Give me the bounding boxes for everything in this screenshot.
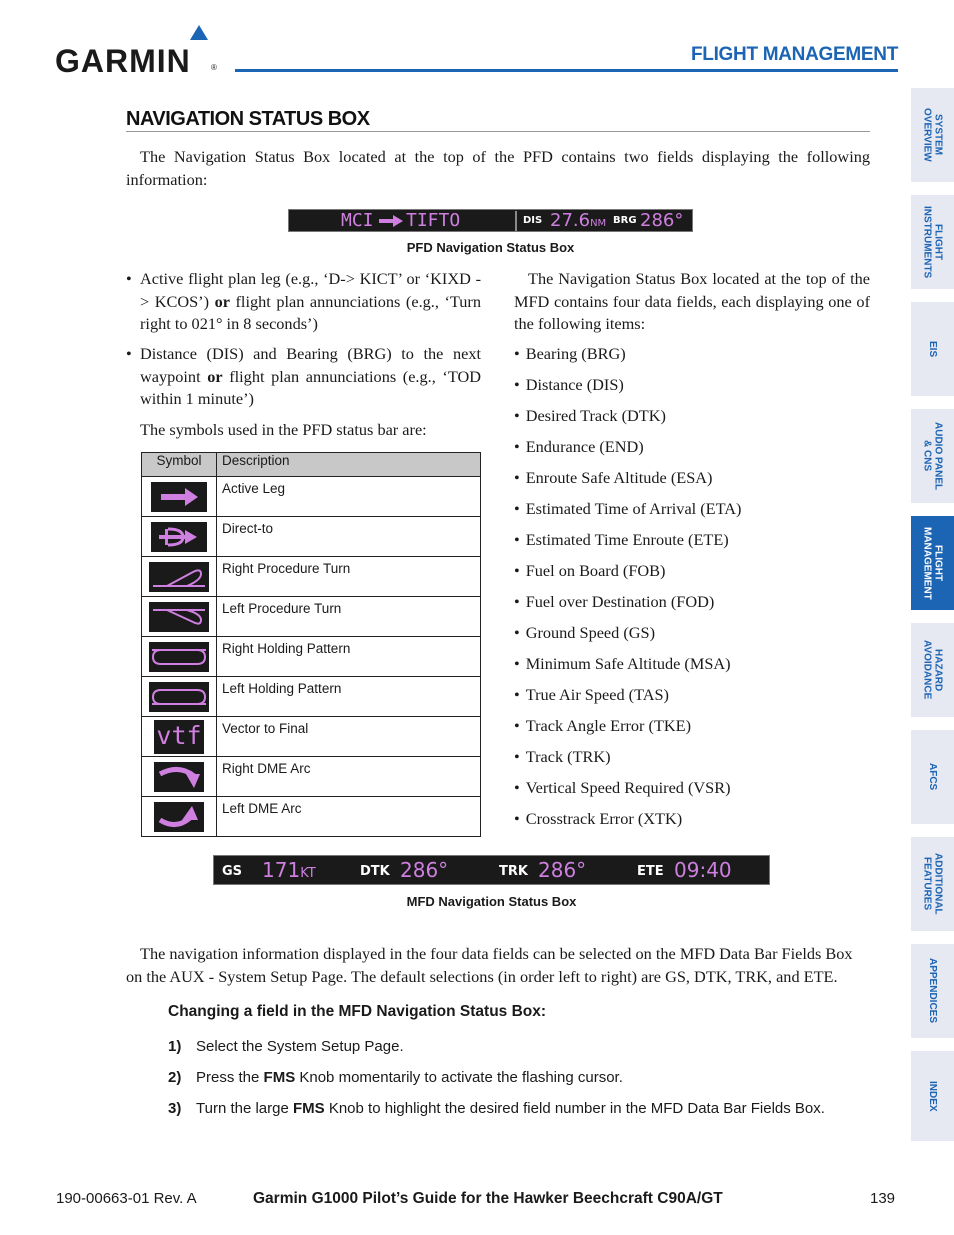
pfd-leg-from: MCI — [341, 210, 374, 231]
list-item-text: Endurance (END) — [525, 437, 644, 456]
bullet-dot: • — [514, 685, 520, 704]
description-cell: Direct-to — [217, 517, 481, 557]
dis-number: 27.6 — [550, 210, 591, 231]
table-row — [142, 517, 481, 557]
right-holding-pattern-icon — [149, 642, 209, 672]
step-text — [196, 1069, 623, 1086]
list-item-text: Enroute Safe Altitude (ESA) — [525, 468, 713, 487]
bullet-dot: • — [514, 592, 520, 611]
list-item — [514, 622, 655, 645]
pfd-caption: PFD Navigation Status Box — [406, 240, 575, 255]
tab-label: FLIGHT MANAGEMENT — [921, 526, 944, 600]
left-dme-arc-icon — [154, 802, 204, 832]
symbol-cell — [142, 597, 217, 637]
description-cell: Vector to Final — [217, 717, 481, 757]
list-item-text: Ground Speed (GS) — [525, 623, 656, 642]
step-text-bold: FMS — [263, 1069, 296, 1086]
description-cell: Left DME Arc — [217, 797, 481, 837]
bullet-text — [140, 343, 481, 411]
left-procedure-turn-icon — [149, 602, 209, 632]
tab-appendices[interactable] — [911, 944, 954, 1038]
heading-rule — [126, 131, 870, 132]
footer-page-number: 139 — [870, 1190, 896, 1207]
list-item-text: Track (TRK) — [525, 747, 611, 766]
mfd-caption: MFD Navigation Status Box — [406, 894, 577, 909]
list-item — [514, 715, 691, 738]
bullet-text-pre: Distance (DIS) and Bearing (BRG) to the next waypoint — [140, 344, 481, 386]
bullet-dot: • — [126, 269, 132, 288]
symbol-cell — [142, 477, 217, 517]
list-item — [514, 467, 712, 490]
table-row — [142, 797, 481, 837]
bullet-dot: • — [514, 778, 520, 797]
list-item-text: Desired Track (DTK) — [525, 406, 666, 425]
list-item-text: Fuel over Destination (FOD) — [525, 592, 715, 611]
list-item — [514, 746, 611, 769]
vector-to-final-icon — [154, 720, 204, 754]
pfd-leg-to: TIFTO — [406, 210, 461, 231]
list-item — [514, 560, 665, 583]
bullet-text-bold: or — [214, 291, 230, 311]
step-text — [196, 1038, 404, 1055]
symbol-cell — [142, 517, 217, 557]
step-number: 1) — [168, 1038, 182, 1055]
tab-label: FLIGHT INSTRUMENTS — [921, 205, 944, 279]
symbol-cell — [142, 717, 217, 757]
tab-label: HAZARD AVOIDANCE — [921, 640, 944, 700]
vtf-text: vtf — [156, 720, 202, 750]
list-item — [514, 653, 731, 676]
pfd-divider — [515, 211, 517, 231]
section-heading: NAVIGATION STATUS BOX — [126, 108, 370, 130]
gs-unit: KT — [300, 866, 316, 881]
bullet-dot: • — [514, 716, 520, 735]
mfd-gs-label: GS — [222, 864, 243, 879]
bullet-text — [140, 268, 481, 336]
bullet-dot: • — [514, 530, 520, 549]
pfd-navigation-status-box — [288, 209, 693, 232]
symbol-cell — [142, 637, 217, 677]
gs-number: 171 — [262, 858, 301, 882]
description-cell: Right Holding Pattern — [217, 637, 481, 677]
bullet-text-bold: or — [207, 366, 223, 386]
list-item-text: Bearing (BRG) — [525, 344, 626, 363]
list-item-text: True Air Speed (TAS) — [525, 685, 669, 704]
list-item — [514, 529, 729, 552]
list-item-text: Estimated Time of Arrival (ETA) — [525, 499, 742, 518]
step-text-post: Knob momentarily to activate the flashing cursor. — [295, 1069, 623, 1086]
tab-additional-features[interactable] — [911, 837, 954, 931]
tab-afcs[interactable] — [911, 730, 954, 824]
step-number: 3) — [168, 1100, 182, 1117]
list-item — [514, 498, 741, 521]
list-item — [514, 808, 682, 831]
symbol-cell — [142, 757, 217, 797]
bullet-dot: • — [514, 406, 520, 425]
bullet-text-post: flight plan annunciations (e.g., ‘TOD within 1 minute’) — [140, 366, 481, 408]
table-row — [142, 717, 481, 757]
table-header-row — [142, 453, 481, 477]
table-row — [142, 637, 481, 677]
tab-system-overview[interactable] — [911, 88, 954, 182]
tab-label: AUDIO PANEL & CNS — [921, 421, 944, 491]
garmin-logo — [55, 25, 220, 79]
mfd-trk-value: 286° — [538, 858, 587, 882]
bullet-dot: • — [514, 654, 520, 673]
mfd-ete-label: ETE — [637, 864, 664, 879]
bullet-dot: • — [514, 468, 520, 487]
list-item-text: Crosstrack Error (XTK) — [525, 809, 683, 828]
list-item — [126, 343, 481, 411]
tab-eis[interactable] — [911, 302, 954, 396]
list-item — [514, 591, 714, 614]
tab-audio-panel-cns[interactable] — [911, 409, 954, 503]
table-header-symbol: Symbol — [142, 453, 217, 477]
intro-paragraph: The Navigation Status Box located at the top of the PFD contains two fields displaying the following information: — [126, 147, 870, 189]
description-cell: Left Holding Pattern — [217, 677, 481, 717]
active-leg-icon — [151, 482, 207, 512]
table-row — [142, 757, 481, 797]
symbol-cell — [142, 557, 217, 597]
list-item — [514, 436, 644, 459]
left-holding-pattern-icon — [149, 682, 209, 712]
bullet-dot: • — [514, 623, 520, 642]
direct-to-icon — [151, 522, 207, 552]
symbol-cell — [142, 677, 217, 717]
table-row — [142, 477, 481, 517]
registered-mark: ® — [211, 63, 217, 72]
list-item — [514, 777, 731, 800]
description-cell: Active Leg — [217, 477, 481, 517]
symbol-table — [141, 452, 481, 837]
step-text-pre: Turn the large — [196, 1100, 293, 1117]
list-item-text: Estimated Time Enroute (ETE) — [525, 530, 729, 549]
tab-label: ADDITIONAL FEATURES — [921, 853, 944, 915]
step-number: 2) — [168, 1069, 182, 1086]
footer-doc-number: 190-00663-01 Rev. A — [56, 1190, 197, 1207]
list-item — [514, 374, 624, 397]
step-text-bold: FMS — [293, 1100, 325, 1117]
bullet-dot: • — [514, 809, 520, 828]
tab-index[interactable] — [911, 1051, 954, 1141]
tab-hazard-avoidance[interactable] — [911, 623, 954, 717]
tab-flight-instruments[interactable] — [911, 195, 954, 289]
tab-label: APPENDICES — [927, 958, 938, 1024]
mfd-ete-value: 09:40 — [674, 858, 732, 882]
mfd-dtk-value: 286° — [400, 858, 449, 882]
list-item — [126, 268, 481, 336]
tab-label: SYSTEM OVERVIEW — [921, 108, 944, 162]
step-text-post: Knob to highlight the desired field number in the MFD Data Bar Fields Box. — [324, 1100, 825, 1117]
table-row — [142, 677, 481, 717]
mfd-dtk-label: DTK — [360, 864, 390, 879]
tab-label: EIS — [927, 340, 938, 358]
selection-paragraph: The navigation information displayed in the four data fields can be selected on the MFD Data Bar Fields Box on the AUX - System Setup Page. The default selections (in order left to right) are GS, DTK, TRK, and ETE. — [126, 944, 853, 986]
bullet-dot: • — [514, 375, 520, 394]
description-cell: Right DME Arc — [217, 757, 481, 797]
dis-unit: NM — [590, 218, 607, 229]
bullet-text-pre: Active flight plan leg (e.g., ‘D-> KICT’ or ‘KIXD - > KCOS’) — [140, 269, 481, 311]
header-rule — [235, 69, 898, 72]
list-item-text: Track Angle Error (TKE) — [525, 716, 692, 735]
mfd-navigation-status-box — [213, 855, 770, 885]
section-title: FLIGHT MANAGEMENT — [690, 44, 898, 65]
step-text-pre: Press the — [196, 1069, 264, 1086]
right-procedure-turn-icon — [149, 562, 209, 592]
symbol-cell — [142, 797, 217, 837]
pfd-brg-value: 286° — [640, 210, 684, 231]
list-item — [514, 684, 669, 707]
symbols-intro: The symbols used in the PFD status bar are: — [140, 420, 427, 439]
tab-flight-management[interactable] — [911, 516, 954, 610]
tab-label: AFCS — [927, 763, 938, 791]
right-dme-arc-icon — [154, 762, 204, 792]
footer-title: Garmin G1000 Pilot’s Guide for the Hawker Beechcraft C90A/GT — [253, 1190, 723, 1207]
bullet-dot: • — [514, 499, 520, 518]
logo-triangle-icon — [190, 25, 208, 40]
list-item-text: Minimum Safe Altitude (MSA) — [525, 654, 731, 673]
list-item-text: Fuel on Board (FOB) — [525, 561, 666, 580]
step-text — [196, 1100, 825, 1117]
bullet-dot: • — [514, 344, 520, 363]
description-cell: Left Procedure Turn — [217, 597, 481, 637]
bullet-dot: • — [126, 344, 132, 363]
mfd-intro: The Navigation Status Box located at the top of the MFD contains four data fields, each displaying one of the following items: — [514, 269, 870, 333]
pfd-dis-label: DIS — [523, 215, 543, 226]
list-item — [514, 405, 666, 428]
table-row — [142, 597, 481, 637]
mfd-gs-value — [262, 858, 316, 886]
table-row — [142, 557, 481, 597]
table-header-description: Description — [217, 453, 481, 477]
tab-label: INDEX — [927, 1080, 938, 1112]
active-leg-arrow-icon — [379, 215, 403, 227]
bullet-dot: • — [514, 747, 520, 766]
mfd-trk-label: TRK — [499, 864, 528, 879]
bullet-text-post: flight plan annunciations (e.g., ‘Turn right to 021° in 8 seconds’) — [140, 291, 481, 333]
bullet-dot: • — [514, 561, 520, 580]
pfd-dis-value — [550, 210, 606, 235]
list-item-text: Distance (DIS) — [525, 375, 624, 394]
list-item — [514, 343, 626, 366]
procedure-title: Changing a field in the MFD Navigation Status Box: — [168, 1003, 547, 1020]
bullet-dot: • — [514, 437, 520, 456]
description-cell: Right Procedure Turn — [217, 557, 481, 597]
list-item-text: Vertical Speed Required (VSR) — [525, 778, 731, 797]
pfd-brg-label: BRG — [613, 215, 637, 226]
logo-text: GARMIN — [55, 43, 191, 79]
step-text-pre: Select the System Setup Page. — [196, 1038, 404, 1055]
